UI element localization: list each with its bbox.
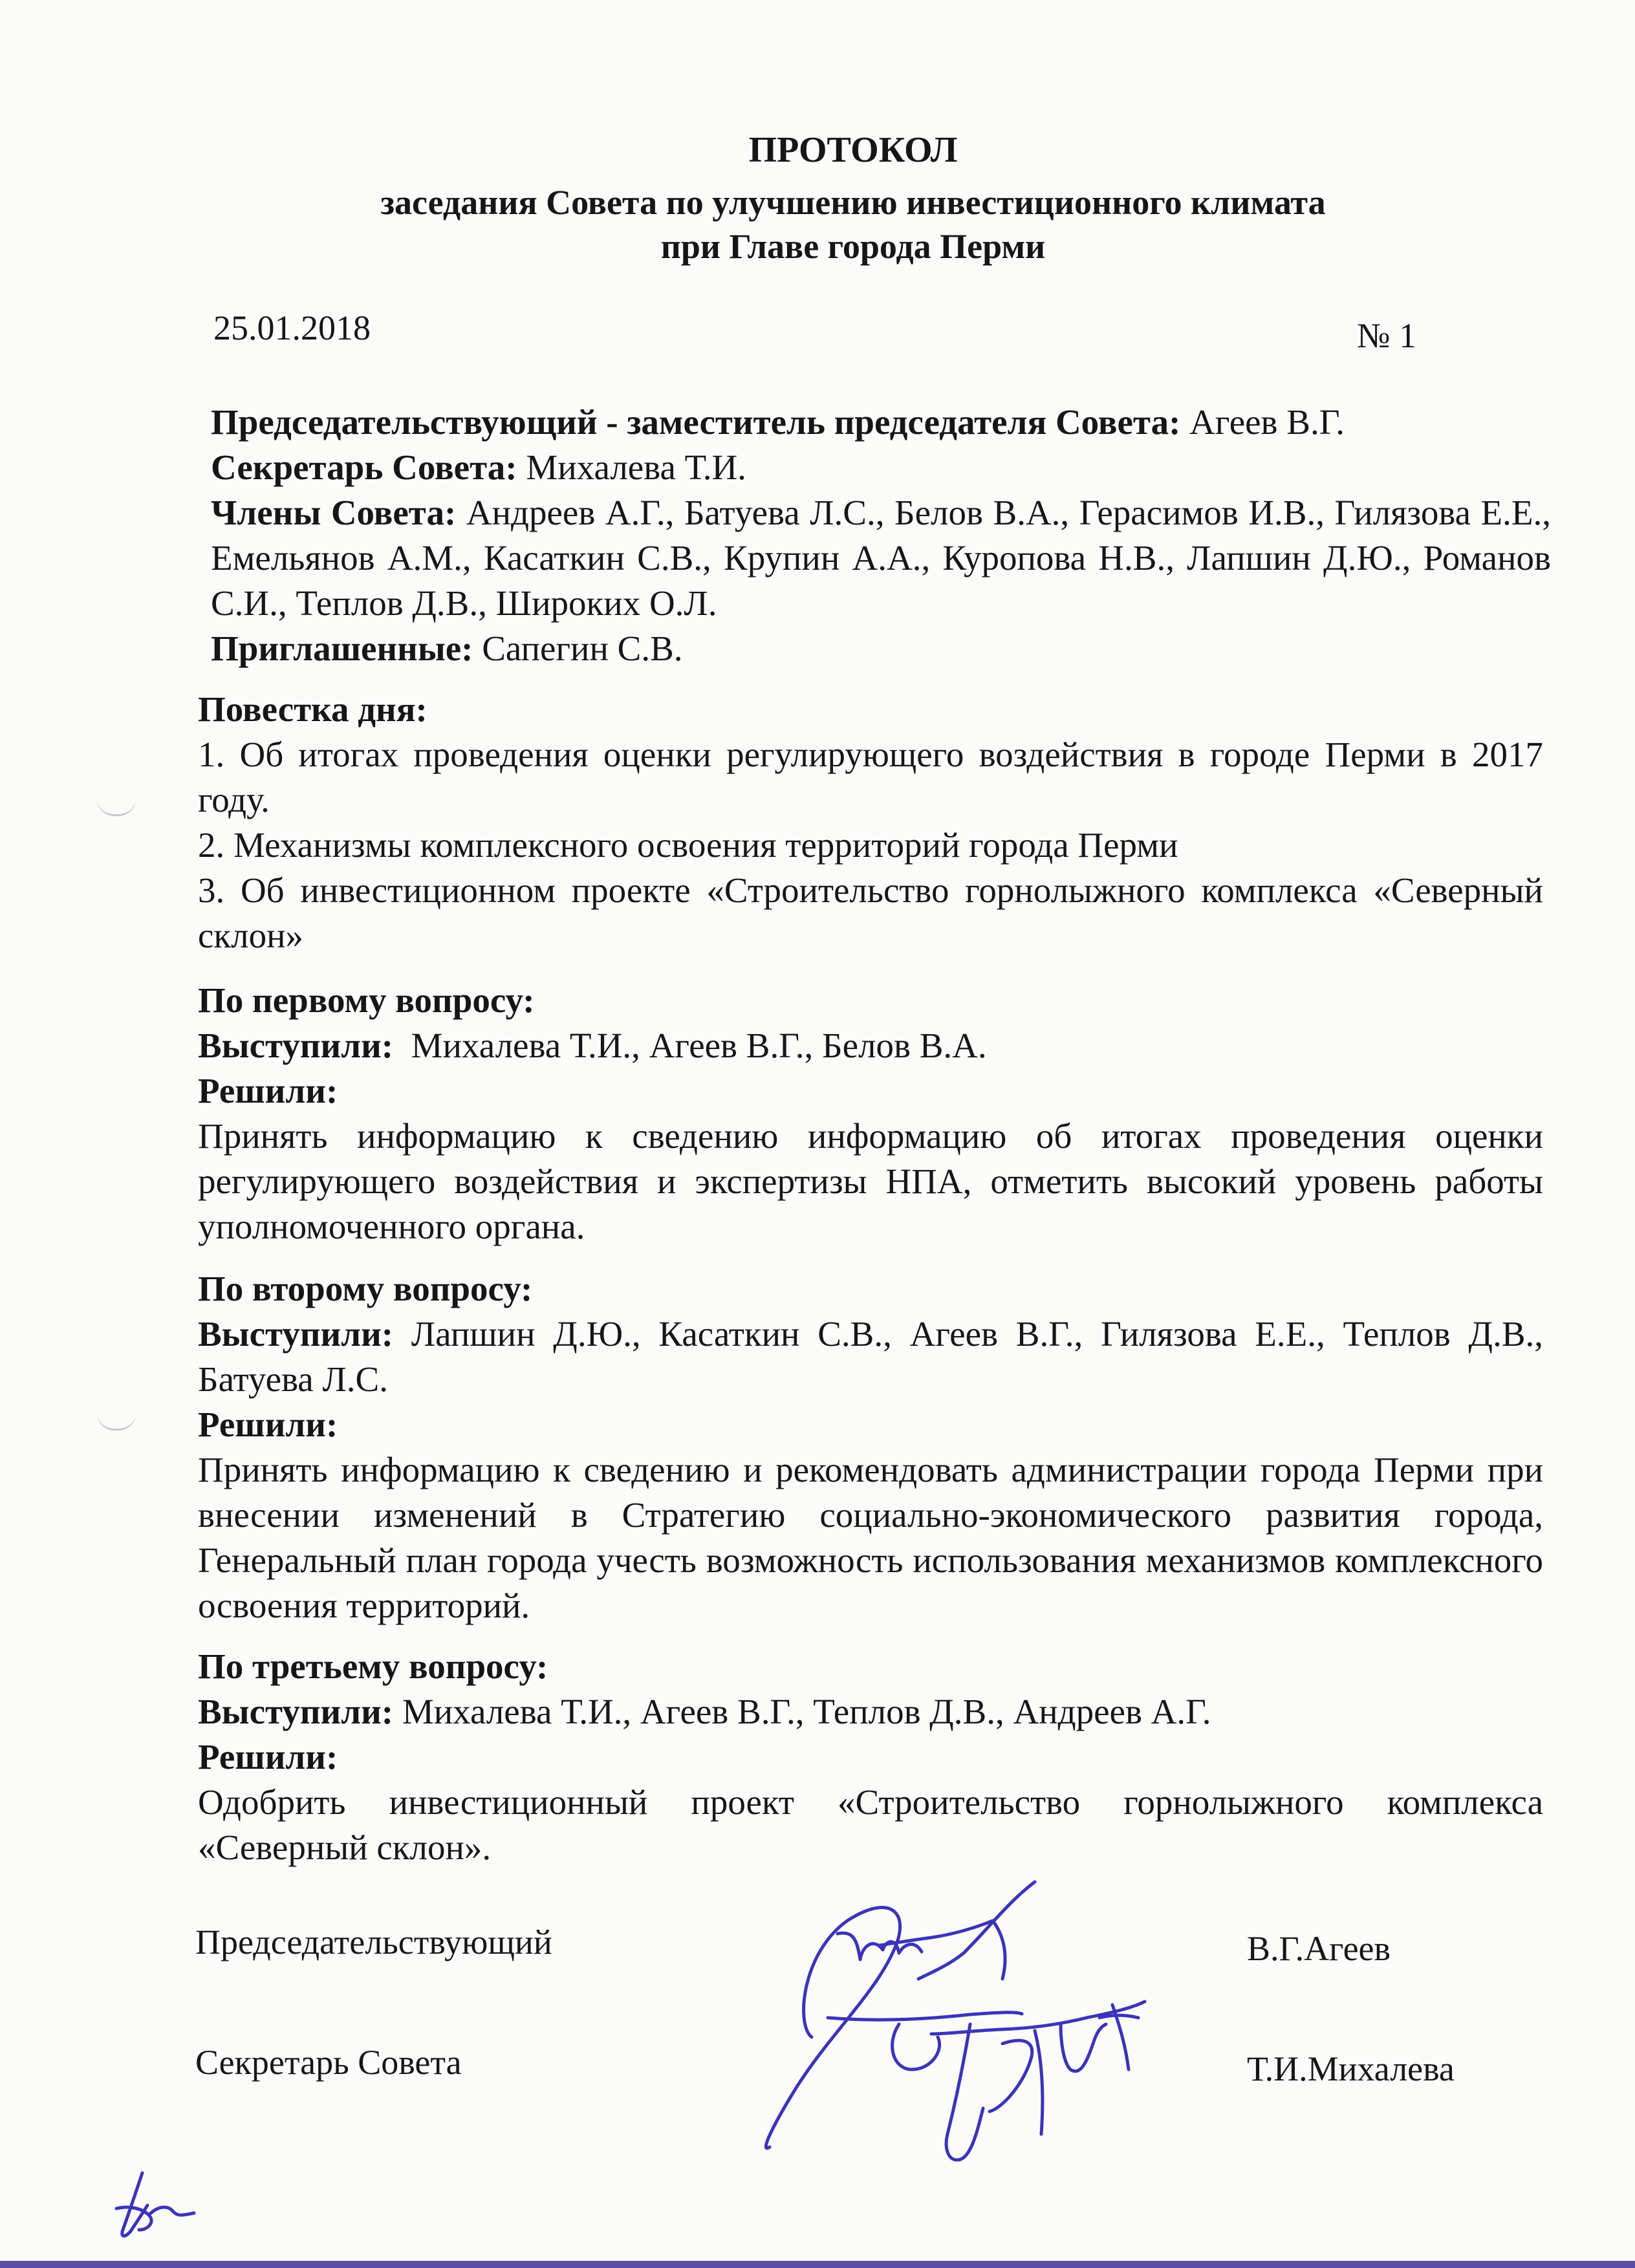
signature-role-secretary: Секретарь Совета bbox=[195, 2043, 462, 2082]
agenda-item-2: 2. Механизмы комплексного освоения территорий города Перми bbox=[198, 825, 1178, 865]
invited-line bbox=[211, 626, 1551, 671]
secretary-value: Михалева Т.И. bbox=[526, 448, 746, 487]
doc-title: ПРОТОКОЛ bbox=[748, 130, 958, 170]
doc-subtitle-line-2: при Главе города Перми bbox=[660, 227, 1046, 266]
question-2-block bbox=[198, 1266, 1543, 1628]
question-3-decision: Одобрить инвестиционный проект «Строительство горнолыжного комплекса «Северный склон». bbox=[198, 1782, 1543, 1867]
secretary-label: Секретарь Совета: bbox=[211, 448, 517, 487]
scan-edge-line bbox=[0, 2261, 1635, 2268]
question-1-decision: Принять информацию к сведению информацию об итогах проведения оценки регулирующего воздействия и экспертизы НПА, отметить высокий уровень работы уполномоченного органа. bbox=[198, 1116, 1543, 1246]
doc-subtitle-line-1: заседания Совета по улучшению инвестиционного климата bbox=[380, 183, 1326, 222]
handwritten-signatures-icon bbox=[698, 1875, 1164, 2173]
handwritten-initials-icon bbox=[97, 2154, 220, 2244]
agenda-heading: Повестка дня: bbox=[198, 689, 428, 729]
question-3-decided-label: Решили: bbox=[198, 1737, 338, 1777]
signature-name-chair: В.Г.Агеев bbox=[1247, 1929, 1391, 1968]
punch-hole-mark bbox=[97, 799, 136, 816]
chair-label: Председательствующий - заместитель председателя Совета: bbox=[211, 402, 1181, 442]
chair-value: Агеев В.Г. bbox=[1189, 402, 1345, 442]
speakers-label: Выступили: bbox=[198, 1314, 394, 1354]
members-value: Андреев А.Г., Батуева Л.С., Белов В.А., Герасимов И.В., Гилязова Е.Е., Емельянов А.М., Касаткин С.В., Крупин А.А., Куропова Н.В., Лапшин Д.Ю., Романов С.И., Теплов Д.В., Широких О.Л. bbox=[211, 493, 1551, 623]
question-1-heading: По первому вопросу: bbox=[198, 980, 535, 1020]
speakers-value: Михалева Т.И., Агеев В.Г., Теплов Д.В., Андреев А.Г. bbox=[402, 1692, 1211, 1731]
signature-name-secretary: Т.И.Михалева bbox=[1247, 2049, 1455, 2088]
question-3-block bbox=[198, 1644, 1543, 1870]
doc-number: № 1 bbox=[1357, 316, 1417, 355]
question-2-decided-label: Решили: bbox=[198, 1405, 338, 1444]
speakers-label: Выступили: bbox=[198, 1026, 394, 1065]
doc-date: 25.01.2018 bbox=[213, 308, 371, 347]
participants-block bbox=[211, 400, 1551, 671]
question-2-decision: Принять информацию к сведению и рекомендовать администрации города Перми при внесении изменений в Стратегию социально-экономического развития города, Генеральный план города учесть возможность использования механизмов комплексного освоения территорий. bbox=[198, 1450, 1543, 1625]
signature-role-chair: Председательствующий bbox=[195, 1923, 552, 1961]
question-1-block bbox=[198, 978, 1543, 1249]
question-3-speakers bbox=[198, 1689, 1543, 1734]
question-1-decided-label: Решили: bbox=[198, 1071, 338, 1110]
agenda-item-1: 1. Об итогах проведения оценки регулирующего воздействия в городе Перми в 2017 году. bbox=[198, 735, 1543, 819]
question-1-speakers bbox=[198, 1023, 1543, 1068]
speakers-label: Выступили: bbox=[198, 1692, 394, 1731]
secretary-line bbox=[211, 445, 1551, 490]
chair-line bbox=[211, 400, 1551, 445]
question-2-heading: По второму вопросу: bbox=[198, 1269, 533, 1308]
invited-label: Приглашенные: bbox=[211, 629, 473, 668]
question-3-heading: По третьему вопросу: bbox=[198, 1647, 548, 1686]
speakers-value: Лапшин Д.Ю., Касаткин С.В., Агеев В.Г., Гилязова Е.Е., Теплов Д.В., Батуева Л.С. bbox=[198, 1314, 1544, 1399]
members-label: Члены Совета: bbox=[211, 493, 457, 532]
invited-value: Сапегин С.В. bbox=[482, 629, 683, 668]
punch-hole-mark bbox=[97, 1413, 136, 1431]
agenda-item-3: 3. Об инвестиционном проекте «Строительство горнолыжного комплекса «Северный склон» bbox=[198, 870, 1543, 955]
question-2-speakers bbox=[198, 1312, 1543, 1402]
speakers-value: Михалева Т.И., Агеев В.Г., Белов В.А. bbox=[411, 1026, 987, 1065]
members-line bbox=[211, 490, 1551, 626]
agenda-block bbox=[198, 687, 1543, 958]
